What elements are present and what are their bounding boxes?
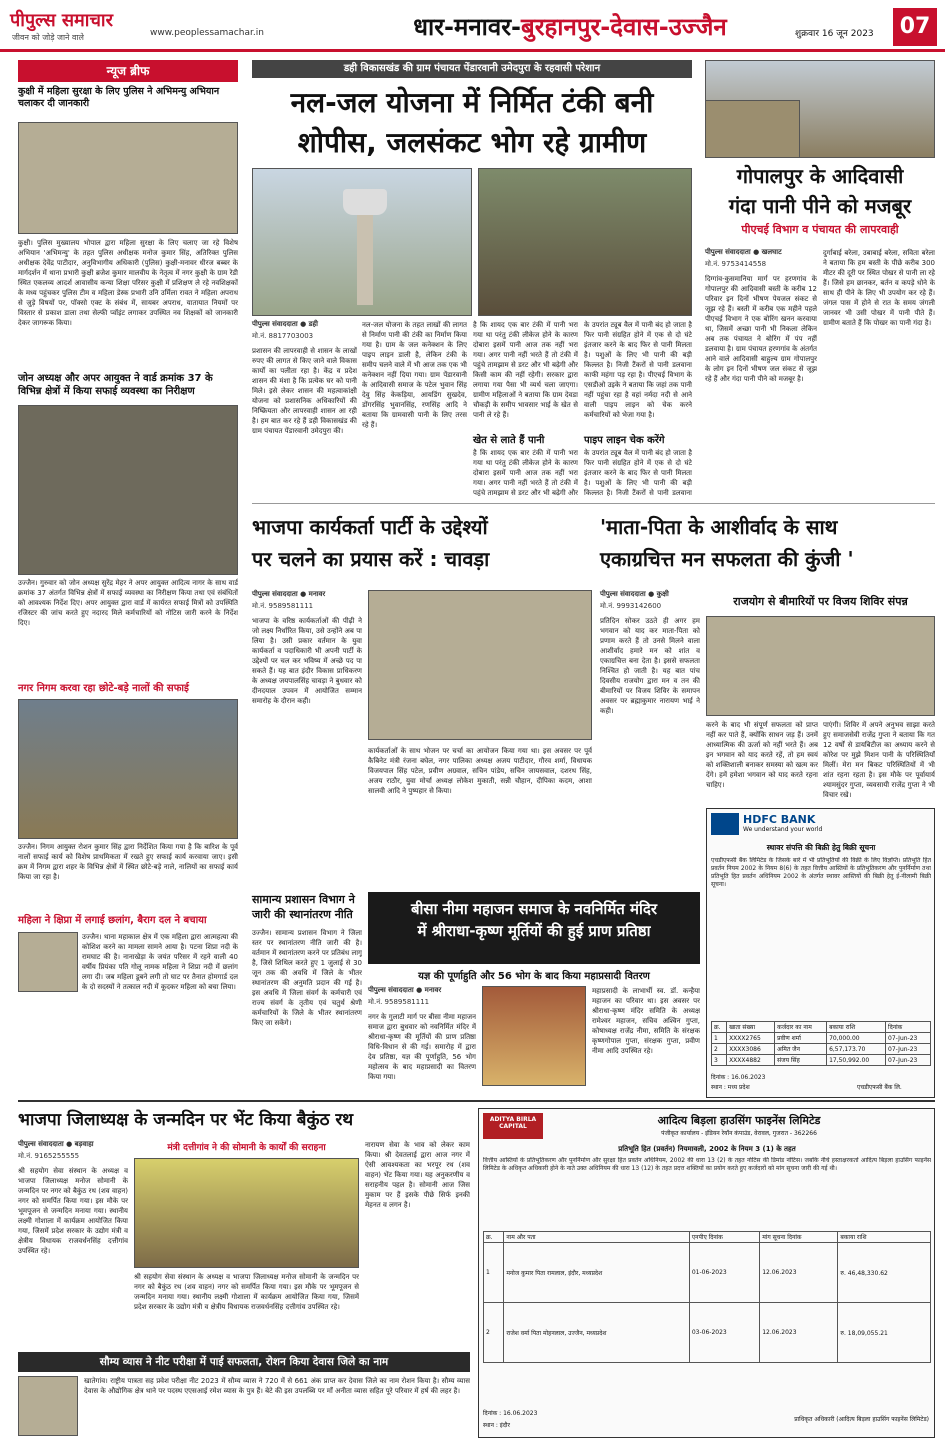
aditya-cell: 12.06.2023 [760, 1243, 838, 1303]
temple-headline-2: में श्रीराधा-कृष्ण मूर्तियों की हुई प्राण प्रतिष्ठा [417, 922, 651, 940]
aditya-address: पंजीकृत कार्यालय - इंडियन रेयॉन कंपाउंड, वेरावल, गुजरात - 362266 [661, 1130, 817, 1137]
aditya-ad [478, 1108, 935, 1438]
hdfc-cell: संजय सिंह [775, 1055, 827, 1066]
parents-headline-2: एकाग्रचित्त मन सफलता की कुंजी ' [600, 547, 854, 571]
gopalpur-mobile: मो.नं. 9753414558 [705, 260, 767, 268]
aditya-cell: मनोज कुमार पिता रामलाल, इंदौर, मध्यप्रदेश [504, 1243, 690, 1303]
aditya-notice-title: प्रतिभूति हित (प्रवर्तन) नियमावली, 2002 के नियम 3 (1) के तहत [618, 1145, 796, 1153]
chawda-headline-2: पर चलने का प्रयास करें : चावड़ा [252, 547, 490, 571]
aditya-cell: 12.06.2023 [760, 1303, 838, 1363]
rajyog-headline: राजयोग से बीमारियों पर विजय शिविर संपन्न [733, 595, 908, 608]
parents-headline-1: 'माता-पिता के आशीर्वाद के साथ [600, 515, 838, 539]
neet-body: खातेगांव। राष्ट्रीय पात्रता सह प्रवेश परीक्षा नीट 2023 में सौम्य व्यास ने 720 में से 661 अंक प्राप्त कर देवास जिले का नाम रोशन किया है। सौम्य व्यास देवास के औद्योगिक क्षेत्र थाने पर पदस्थ एएसआई रमेश व्यास के पुत्र हैं। बेटे की इस उपलब्धि पर माँ अनीता व्यास सहित पूरे परिवार में हर्ष की लहर है। [84, 1377, 470, 1395]
meeting-photo [368, 590, 592, 740]
hdfc-cell: 70,000.00 [827, 1033, 886, 1044]
hdfc-cell: प्रवीण शर्मा [775, 1033, 827, 1044]
hdfc-th-1: खाता संख्या [727, 1022, 775, 1033]
brief3-headline: नगर निगम करवा रहा छोटे-बड़े नालों की सफाई [18, 683, 189, 694]
neet-headline: सौम्य व्यास ने नीट परीक्षा में पाई सफलता, रोशन किया देवास जिले का नाम [18, 1352, 470, 1372]
hdfc-bank-name: HDFC BANK [743, 813, 816, 826]
section-title-black: धार-मनावर- [413, 13, 522, 41]
aditya-th-4: बकाया राशि [838, 1232, 931, 1243]
hdfc-th-3: बकाया राशि [827, 1022, 886, 1033]
lead-kicker: डही विकासखंड की ग्राम पंचायत पेंडारवानी उमेदपुरा के रहवासी परेशान [252, 60, 692, 78]
aditya-th-0: क्र. [484, 1232, 504, 1243]
temple-col-1: नगर के गुलाटी मार्ग पर बीसा नीमा महाजन समाज द्वारा बुधवार को नवनिर्मित मंदिर में श्रीराधा-कृष्ण की मूर्तियों की प्राण प्रतिष्ठा विधि-विधान से की गई। समारोह में द्वारा देव प्रतिष्ठा, यज्ञ की पूर्णाहुति, 56 भोग महोत्सव के बाद महाप्रसादी का वितरण किया गया। [368, 1013, 476, 1081]
brief3-body: उज्जैन। निगम आयुक्त रोशन कुमार सिंह द्वारा निर्देशित किया गया है कि बारिश के पूर्व नालों सफाई कार्य को विशेष प्राथमिकता में रखते हुए सफाई कार्य करवाया जाए। इसी क्रम में निगम द्वारा शहर के विभिन्न क्षेत्रों में स्थित छोटे-बड़े नाले, नालियों का सफाई कार्य किया जा रहा है। [18, 843, 238, 881]
lead-subhead-2: पाइप लाइन चेक करेंगे [584, 435, 665, 446]
temple-headline-box [368, 892, 700, 964]
aditya-logo-2: CAPITAL [499, 1123, 527, 1130]
hdfc-cell: XXXX4882 [727, 1055, 775, 1066]
rajyog-col-2: पाएंगी। शिविर में अपने अनुभव साझा करते हुए समाजसेवी राजेंद्र गुप्ता ने बताया कि गत 12 वर्षों से डायबिटीज का अध्याय करने से कोरेश पर मुझे मिशन पानी के परिस्थितियाँ मिलीं। मेरा मन बिकट परिस्थितियों में भी शांत रहना रहता है। इस मौके पर पूर्वायार्य श्यामसुंदर गुप्ता, व्यवसायी राजेंद्र गुप्ता ने भी विचार रखे। [823, 721, 935, 799]
aditya-body: वित्तीय आस्तियों के प्रतिभूतिकरण और पुनर्निर्माण और सुरक्षा हित प्रवर्तन अधिनियम, 2002 की धारा 13 (2) के तहत नोटिस की डिमांड नोटिस। जबकि नीचे हस्ताक्षरकर्ता आदित्य बिड़ला हाउसिंग फाइनेंस लिमिटेड के अधिकृत अधिकारी होने के नाते उक्त अधिनियम की धारा 13 (12) के तहत प्रदत्त शक्तियों का प्रयोग करते हुए कर्जदारों को मांग सूचना जारी की गई थी। [483, 1157, 931, 1172]
parents-byline: पीपुल्स संवाददाता ● कुक्षी [600, 590, 669, 598]
aditya-sign: प्राधिकृत अधिकारी (आदित्य बिड़ला हाउसिंग फाइनेंस लिमिटेड) [794, 1416, 929, 1423]
hdfc-table [711, 1021, 931, 1066]
gopalpur-col-1: दिग्गांव-कुसमानिया मार्ग पर हरणगांव के गोपालपुर की आदिवासी बस्ती के करीब 12 परिवार इन दिनों भीषण पेयजल संकट से जूझ रहे हैं। बस्ती में करीब एक महीने पहले पीएचई विभाग ने एक बोरिंग खनन करवाया था, जिसमें अच्छा पानी भी निकला लेकिन अब तक पंचायत ने बोरिंग में पंप नहीं डलवाया है। ग्राम पंचायत हरणगांव के अंतर्गत आने वाले आदिवासी बाहुल्य ग्राम गोपालपुर के लोग इन दिनों भीषण जल संकट से जूझ रहे हैं और गंदा पानी पीने को मजबूर है। [705, 275, 817, 383]
inspection-photo [18, 405, 238, 575]
temple-byline: पीपुल्स संवाददाता ● मनावर [368, 986, 442, 994]
site-url[interactable]: www.peoplessamachar.in [150, 28, 264, 38]
lead-subhead-1: खेत से लाते हैं पानी [473, 435, 545, 446]
district-photo-caption: मंत्री दत्तीगांव ने की सोमानी के कार्यों की सराहना [167, 1143, 326, 1153]
aditya-cell: रु. 18,09,055.21 [838, 1303, 931, 1363]
gopalpur-byline: पीपुल्स संवाददाता ● खलघाट [705, 248, 782, 256]
chawda-col-1: भाजपा के वरिष्ठ कार्यकर्ताओं की पीढ़ी ने जो लक्ष्य निर्धारित किया, उसे उन्होंने अब पा लिया है। उसी प्रकार वर्तमान के युवा कार्यकर्ता व पदाधिकारी भी अपनी पार्टी के उद्देश्यों पर चल कर भविष्य में अच्छे पद पा सकते हैं। यह बात इंदौर विकास प्राधिकरण के अध्यक्ष जयपालसिंह चावड़ा ने बुधवार को दीनदयाल उपवन में आयोजित सम्मान समारोह के दौरान कही। [252, 617, 362, 705]
logo-tagline: जीवन को जोड़े जाने वाले [12, 33, 84, 42]
brief1-body: कुक्षी। पुलिस मुख्यालय भोपाल द्वारा महिला सुरक्षा के लिए चलाए जा रहे विशेष अभियान 'अभिमन्यु' के तहत पुलिस अधीक्षक मनोज कुमार सिंह, अतिरिक्त पुलिस अधीक्षक देवेंद्र पाटीदार, अनुविभागीय अधिकारी (पुलिस) कुक्षी-मनावर धीरज बब्बर के मार्गदर्शन में थाना प्रभारी कुक्षी ब्रजेश कुमार मालवीय के नेतृत्व में नगर कुक्षी के ग्राम रेडी स्थित एकलव्य आदर्श आवासीय कन्या शिक्षा परिसर कुक्षी में प्रशिक्षण ले रहे नवशिक्षकों के मध्य पहुंचकर पुलिस टीम व महिला डेस्क प्रभारी उनि उर्मिला रावत ने महिला अपराध से जुड़े विषयों पर, पॉक्सो एक्ट के संबंध में, सायबर अपराध, यातायात नियमों पर विस्तार से प्रकाश डाला तथा सेल्फी प्वॉइंट लगाकर उपस्थित नव शिक्षकों को जानकारी देकर जागरूक किया। [18, 239, 238, 327]
district-headline: भाजपा जिलाध्यक्ष के जन्मदिन पर भेंट किया बैकुंठ रथ [18, 1110, 354, 1130]
tank-pillar [357, 215, 373, 305]
hdfc-cell: XXXX3086 [727, 1044, 775, 1055]
hdfc-cell: 17,50,992.00 [827, 1055, 886, 1066]
gopalpur-deck: पीएचई विभाग व पंचायत की लापरवाही [741, 223, 899, 236]
transfer-headline-2: जारी की स्थानांतरण नीति [252, 908, 353, 921]
aditya-logo-1: ADITYA BIRLA [489, 1116, 537, 1123]
transfer-headline-1: सामान्य प्रशासन विभाग ने [252, 893, 355, 906]
aditya-table [483, 1231, 931, 1363]
aditya-cell: 01-06-2023 [689, 1243, 759, 1303]
lead-col-2: नल-जल योजना के तहत लाखों की लागत से निर्माण पानी की टंकी का निर्माण किया गया है। ग्राम के जल कनेक्शन के लिए पाइप लाइन डाली है, लेकिन टंकी के समीप चलने वाले में भी आज तक एक भी कनेक्शन नहीं दिया गया। ग्राम पेंडारवानी के आदिवासी समाज के पटेल भुवान सिंह देवु सिंह केकड़िया, आयडिंग सुखदेव, डोंगरसिंह भुवानसिंह, रणसिंह आदि ने बताया कि ग्रामवासी पानी के लिए तरस रहे हैं। [362, 321, 467, 429]
gopalpur-headline-2: गंदा पानी पीने को मजबूर [728, 194, 912, 218]
tank-shape [343, 189, 387, 215]
aditya-cell: 03-06-2023 [689, 1303, 759, 1363]
lead-col-3b: है कि शायद एक बार टंकी में पानी भरा गया था परंतु टंकी लीकेज होने के कारण दोबारा इसमें पानी आज तक नहीं भरा गया। अगर पानी नहीं भरते हैं तो टंकी में पहुंचे तामझाम से डरट और भी बढ़ेगी और [473, 449, 578, 496]
hdfc-cell: 3 [712, 1055, 727, 1066]
hdfc-title: स्थावर संपत्ति की बिक्री हेतु बिक्री सूचना [766, 843, 876, 852]
brief2-body: उज्जैन। गुरुवार को जोन अध्यक्ष सुरेंद्र मेहर ने अपर आयुक्त आदित्य नागर के साथ वार्ड क्रमांक 37 अंतर्गत विभिन्न क्षेत्रों में सफाई व्यवस्था का निरीक्षण किया तथा एवं संबंधितों को आवश्यक निर्देश दिए। अपर आयुक्त द्वारा वार्ड में कार्यरत सफाई मित्रों को उपस्थिति रजिस्टर की जांच करते हुए नदारद मिले कर्मचारियों को नोटिस जारी करने के निर्देश दिए। [18, 579, 238, 627]
pond-inset-photo [705, 100, 800, 158]
district-col-2: नारायण सेवा के भाव को लेकर काम किया। श्री देवतलाई द्वारा आज नगर में ऐसी आवश्यकता का भरपूर रथ (शव वाहन) भेंट किया गया। यह अनुकरणीय व सराहनीय पहल है। सोमानी आज जिस मुकाम पर हैं इसके पीछे सिर्फ इनकी मेहनत व लगन है। [365, 1141, 470, 1209]
brief1-headline: कुक्षी में महिला सुरक्षा के लिए पुलिस ने अभिमन्यु अभियान चलाकर दी जानकारी [18, 86, 220, 109]
hdfc-date: दिनांक : 16.06.2023 [711, 1074, 766, 1081]
lead-col-4b: के उपरांत ट्यूब वैल में पानी बंद हो जाता है फिर पानी संग्रहित होने में एक से दो घंटे इंतजार करने के बाद फिर से पानी मिलता है। पशुओं के लिए भी पानी की बड़ी किल्लत है। निजी टैंकरों से पानी डलवाना [584, 449, 692, 496]
deity-photo [482, 986, 586, 1086]
hdfc-cell: 07-Jun-23 [886, 1055, 931, 1066]
rath-photo [134, 1158, 359, 1268]
hdfc-cell: 2 [712, 1044, 727, 1055]
masthead [0, 0, 945, 52]
lead-mobile: मो.नं. 8817703003 [252, 332, 314, 340]
brief4-body: उज्जैन। थाना महाकाल क्षेत्र में एक महिला द्वारा आत्महत्या की कोशिश करने का मामला सामने आया है। पटना शिप्रा नदी के रामघाट की है। नानाखेड़ा के जयंत परिसर में रहने वाली 40 वर्षीय प्रियंका पति गोलू नामक महिला ने शिप्रा नदी में छलांग लगा दी। जब महिला डूबने लगी तो घाट पर तैनात होमगार्ड दल के दो सदस्यों ने तत्काल नदी में कूदकर महिला को बचा लिया। [82, 933, 238, 991]
hdfc-cell: 6,57,173.70 [827, 1044, 886, 1055]
page-number: 07 [893, 8, 937, 46]
hdfc-cell: अमित जैन [775, 1044, 827, 1055]
classroom-photo [18, 122, 238, 234]
temple-headline-1: बीसा नीमा महाजन समाज के नवनिर्मित मंदिर [410, 900, 658, 918]
brief4-headline: महिला ने क्षिप्रा में लगाई छलांग, बैराग दल ने बचाया [18, 915, 207, 926]
aditya-th-2: एनपीए दिनांक [689, 1232, 759, 1243]
chawda-mobile: मो.नं. 9589581111 [252, 602, 314, 610]
issue-date: शुक्रवार 16 जून 2023 [795, 29, 874, 39]
villagers-photo [478, 168, 692, 316]
shivir-photo [706, 616, 935, 716]
transfer-headline [252, 892, 362, 924]
section-title-red: बुरहानपुर-देवास-उज्जैन [521, 13, 727, 41]
district-col-1b: श्री सहयोग सेवा संस्थान के अध्यक्ष व भाजपा जिलाध्यक्ष मनोज सोमानी के जन्मदिन पर नगर को बैकुंठ रथ (शव वाहन) नगर को समर्पित किया गया। इस मौके पर भूमपूजन से जन्मदिन मनाया गया। स्थानीय लक्ष्मी गोशाला में कार्यक्रम आयोजित किया गया, जिसमें प्रदेश सरकार के उद्योग मंत्री व क्षेत्रीय विधायक राजवर्धनसिंह दत्तीगांव उपस्थित रहे। [134, 1273, 359, 1311]
temple-mobile: मो.नं. 9589581111 [368, 998, 430, 1006]
hdfc-sign: एचडीएफसी बैंक लि. [857, 1084, 902, 1091]
parents-mobile: मो.नं. 9993142600 [600, 602, 662, 610]
chawda-col-2: कार्यकर्ताओं के साथ भोजन पर चर्चा का आयोजन किया गया था। इस अवसर पर पूर्व कैबिनेट मंत्री रंजना बघेल, नगर पालिका अध्यक्ष अजय पाटीदार, गौरव शर्मा, विधायक विजयपाल सिंह पटेल, प्रवीण अग्रवाल, सचिन पांडेय, सचिन जायसवाल, दशरथ सिंह, अजय राठौर, युवा मोर्चा अध्यक्ष लोकेश मुकाती, सन्नी चौहान, दीपिका कदम, आशा सालवी आदि ने पुष्पहार से किया। [368, 747, 592, 795]
aditya-th-1: नाम और पता [504, 1232, 690, 1243]
aditya-cell: राजेश वर्मा पिता मोहनलाल, उज्जैन, मध्यप्रदेश [504, 1303, 690, 1363]
hdfc-ad [706, 808, 935, 1098]
hdfc-body: एचडीएफसी बैंक लिमिटेड के जिसके बारे में भी प्रतिभूतियों की विक्री के लिए विज्ञप्ति। प्रतिभूति हित प्रवर्तन नियम 2002 के नियम 8(6) के तहत वित्तीय आस्तियों के प्रतिभूतिकरण और पुनर्निर्माण तथा प्रतिभूति हित प्रवर्तन अधिनियम 2002 के अंतर्गत स्थावर आस्तियों की बिक्री हेतु ई-नीलामी बिक्री सूचना। [711, 857, 931, 888]
gopalpur-headline-1: गोपालपुर के आदिवासी [736, 164, 904, 188]
drain-cleaning-photo [18, 699, 238, 839]
woman-portrait [18, 932, 78, 992]
section-title [350, 8, 790, 46]
hdfc-place: स्थान : मध्य प्रदेश [711, 1084, 750, 1091]
transfer-body: उज्जैन। सामान्य प्रशासन विभाग ने जिला स्तर पर स्थानांतरण नीति जारी की है। वर्तमान में स्थानांतरण करने पर प्रतिबंध लागू है, जिसे शिथिल करते हुए 1 जुलाई से 30 जून तक की अवधि में जिले के भीतर स्थानांतरण की अनुमति प्रदान की गई है। इस अवधि में जिला संवर्ग के कर्मचारी एवं राज्य संवर्ग के तृतीय एवं चतुर्थ श्रेणी कर्मचारियों के जिले के भीतर स्थानांतरण किए जा सकेंगे। [252, 929, 362, 1027]
parents-body: प्रतिदिन सोकर उठते ही अगर हम भगवान को याद कर माता-पिता को प्रणाम करते हैं तो उनसे मिलने वाला आशीर्वाद हमारे मन को शांत व एकाग्रचित्त बना देता है। इससे सफलता निश्चित हो जाती है। यह बात पांच दिवसीय राजयोग द्वारा मन व तन की बीमारियों पर विजय शिविर के समापन अवसर पर ब्रह्माकुमार नारायण भाई ने कही। [600, 617, 700, 715]
newspaper-logo: पीपुल्स समाचार [10, 10, 113, 31]
water-tank-photo [252, 168, 472, 316]
hdfc-cell: XXXX2765 [727, 1033, 775, 1044]
chawda-byline: पीपुल्स संवाददाता ● मनावर [252, 590, 326, 598]
hdfc-tagline: We understand your world [743, 826, 823, 833]
hdfc-th-2: कर्जदार का नाम [775, 1022, 827, 1033]
aditya-place: स्थान : इंदौर [483, 1422, 510, 1429]
rajyog-col-1: करने के बाद भी संपूर्ण सफलता को प्राप्त नहीं कर पाते हैं, क्योंकि साधन जड़ हैं। उनमें आध्यात्मिक की ऊर्जा को नहीं भरते हैं। अब इन भगवान को याद करते रहें, तो हम स्वयं को शक्तिशाली बनाकर समस्या को खत्म कर देंगे। हमें हमेशा भगवान को याद करते रहना चाहिए। [706, 721, 818, 789]
temple-deck: यज्ञ की पूर्णाहुति और 56 भोग के बाद किया महाप्रसादी वितरण [418, 971, 650, 982]
chawda-headline-1: भाजपा कार्यकर्ता पार्टी के उद्देश्यों [252, 515, 488, 539]
student-portrait [18, 1376, 78, 1436]
aditya-logo [483, 1113, 543, 1139]
district-col-1: श्री सहयोग सेवा संस्थान के अध्यक्ष व भाजपा जिलाध्यक्ष मनोज सोमानी के जन्मदिन पर नगर को बैकुंठ रथ (शव वाहन) नगर को समर्पित किया गया। इस मौके पर भूमपूजन से जन्मदिन मनाया गया। स्थानीय लक्ष्मी गोशाला में कार्यक्रम आयोजित किया गया, जिसमें प्रदेश सरकार के उद्योग मंत्री व क्षेत्रीय विधायक राजवर्धनसिंह दत्तीगांव उपस्थित रहे। [18, 1167, 128, 1255]
lead-headline-2: शोपीस, जलसंकट भोग रहे ग्रामीण [297, 126, 647, 159]
lead-col-4: के उपरांत ट्यूब वैल में पानी बंद हो जाता है फिर पानी संग्रहित होने में एक से दो घंटे इंतजार करने के बाद फिर से पानी मिलता है। पशुओं के लिए भी पानी की बड़ी किल्लत है। निजी टैंकरों से पानी डलवाना काफी महंगा पड़ रहा है। पीएचई विभाग के एसडीओ उइके ने बताया कि जहां तक पानी नहीं पहुंचा रहा है वहां नर्मदा नदी से आने वाली पाइप लाइन को चेक करने कर्मचारियों को भेजा गया है। [584, 321, 692, 419]
hdfc-th-0: क्र. [712, 1022, 727, 1033]
brief2-headline: जोन अध्यक्ष और अपर आयुक्त ने वार्ड क्रमांक 37 के विभिन्न क्षेत्रों में किया सफाई व्यवस्था का निरीक्षण [18, 373, 213, 397]
hdfc-logo-icon [711, 813, 739, 835]
aditya-cell: 1 [484, 1243, 504, 1303]
hdfc-cell: 07-Jun-23 [886, 1033, 931, 1044]
aditya-title: आदित्य बिड़ला हाउसिंग फाइनेंस लिमिटेड [657, 1114, 821, 1127]
aditya-cell: रु. 46,48,330.62 [838, 1243, 931, 1303]
lead-headline-1: नल-जल योजना में निर्मित टंकी बनी [290, 86, 654, 119]
aditya-cell: 2 [484, 1303, 504, 1363]
district-byline: पीपुल्स संवाददाता ● बड़वाहा [18, 1140, 94, 1148]
lead-col-1: प्रशासन की लापरवाही से शासन के लाखों रुपए की लागत से किए जाने वाले विकास कार्यों का पलीता रहा है। केंद्र व प्रदेश शासन की मंशा है कि प्रत्येक घर को पानी मिले। इसे लेकर शासन की महत्वाकांक्षी योजना को प्रशासनिक अधिकारियों की निष्क्रियता और लापरवाही शासन आ रही है। हम बात कर रहे हैं डही विकासखंड की ग्राम पंचायत पेंडारवानी उमेदपुरा की। [252, 347, 357, 435]
lead-byline: पीपुल्स संवाददाता ● डही [252, 320, 318, 328]
hdfc-th-4: दिनांक [886, 1022, 931, 1033]
aditya-th-3: मांग सूचना दिनांक [760, 1232, 838, 1243]
divider-1 [252, 503, 935, 504]
lead-col-3: है कि शायद एक बार टंकी में पानी भरा गया था परंतु टंकी लीकेज होने के कारण दोबारा इसमें पानी आज तक नहीं भरा गया। अगर पानी नहीं भरते हैं तो टंकी में पहुंचे तामझाम से डरट और भी बढ़ेगी और किसी काम की नहीं रहेगी। सरकार द्वारा लगाया गया पैसा भी व्यर्थ चला जाएगा। ग्रामीण महिलाओं ने बताया कि ग्राम देवडा चौकड़ी के समीप भावसार भाई के खेत से पानी ले रहे हैं। [473, 321, 578, 419]
news-brief-label: न्यूज ब्रीफ [18, 60, 238, 82]
district-mobile: मो.नं. 9165255555 [18, 1152, 80, 1160]
gopalpur-col-2: दुर्गाबाई बरेला, उबाबाई बरेला, सविता बरेला ने बताया कि हम बस्ती के पीछे करीब 300 मीटर की दूरी पर स्थित पोखर से पानी ला रहे हैं। जिसे हम छानकर, बर्तन व कपड़े धोने के साथ ही पीने के लिए भी उपयोग कर रहे हैं। जंगल पास में होने से रात के समय जंगली जानवर भी उसी पोखर में पानी पीते हैं। ग्रामीण बताते हैं कि पोखर का पानी गंदा है। [823, 249, 935, 327]
hdfc-cell: 1 [712, 1033, 727, 1044]
divider-2 [18, 1100, 935, 1102]
hdfc-cell: 07-Jun-23 [886, 1044, 931, 1055]
temple-col-2: महाप्रसादी के लाभार्थी स्व. डॉ. कन्हैया महाजन का परिवार था। इस अवसर पर श्रीराधा-कृष्ण मंदिर समिति के अध्यक्ष रामेश्वर महाजन, सचिव अश्विन गुप्ता, कोषाध्यक्ष राजेंद्र नीमा, समिति के संरक्षक कृष्णगोपाल गुप्ता, संरक्षक गुप्ता, प्रवीण नीमा आदि उपस्थित रहे। [592, 987, 700, 1055]
aditya-date: दिनांक : 16.06.2023 [483, 1410, 538, 1417]
